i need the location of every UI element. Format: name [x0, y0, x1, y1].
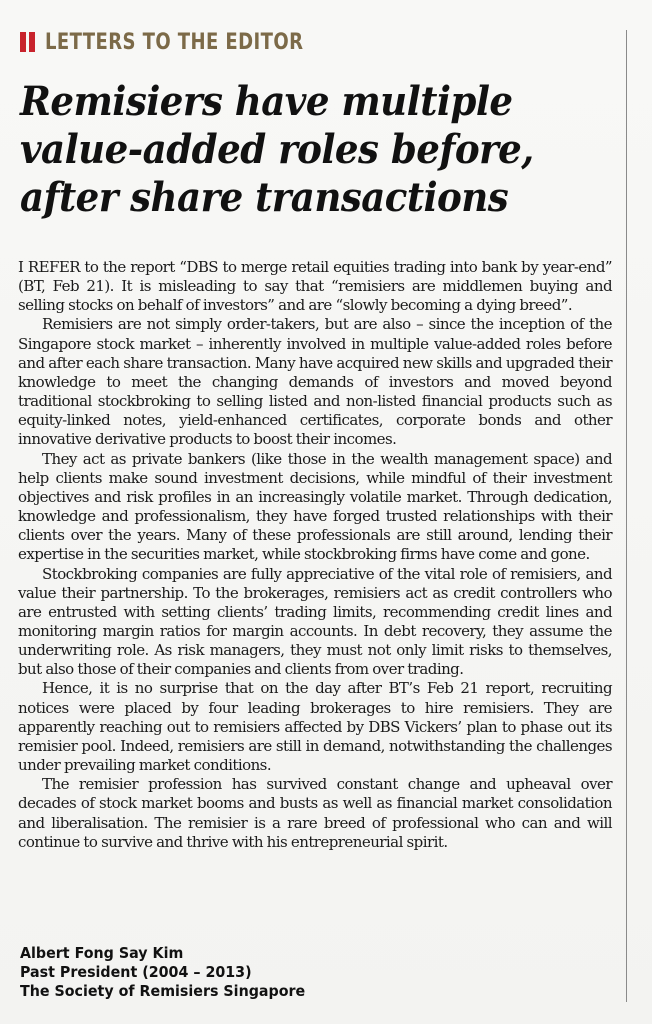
- author-organization: The Society of Remisiers Singapore: [20, 982, 306, 1000]
- paragraph-1: I REFER to the report “DBS to merge retail equities trading into bank by year-end” (BT, Feb 21). It is misleading to say that “remisiers are middlemen buying and selling stocks on behalf of investors” and are “slowly becoming a dying breed”.: [18, 258, 612, 315]
- column-rule: [626, 30, 627, 1002]
- signature-block: [20, 944, 320, 1001]
- headline-line-3: after share transactions: [20, 174, 509, 221]
- headline: [20, 78, 620, 222]
- section-label: LETTERS TO THE EDITOR: [45, 29, 304, 55]
- paragraph-6: The remisier profession has survived constant change and upheaval over decades of stock market booms and busts as well as financial market consolidation and liberalisation. The remisier is a rare breed of professional who can and will continue to survive and thrive with his entrepreneurial spirit.: [18, 775, 612, 851]
- paragraph-2: Remisiers are not simply order-takers, but are also – since the inception of the Singapore stock market – inherently involved in multiple value-added roles before and after each share transaction. Many have acquired new skills and upgraded their knowledge to meet the changing demands of investors and moved beyond traditional stockbroking to selling listed and non-listed financial products such as equity-linked notes, yield-enhanced certificates, corporate bonds and other innovative derivative products to boost their incomes.: [18, 315, 612, 449]
- headline-line-2: value-added roles before,: [20, 126, 534, 173]
- section-marker-icon: [20, 32, 35, 52]
- author-name: Albert Fong Say Kim: [20, 944, 184, 962]
- author-title: Past President (2004 – 2013): [20, 963, 252, 981]
- letter-body: [18, 258, 612, 852]
- section-header: [20, 26, 360, 58]
- paragraph-3: They act as private bankers (like those in the wealth management space) and help clients make sound investment decisions, while mindful of their investment objectives and risk profiles in an increasingly volatile market. Through dedication, knowledge and professionalism, they have forged trusted relationships with their clients over the years. Many of these professionals are still around, lending their expertise in the securities market, while stockbroking firms have come and gone.: [18, 449, 612, 564]
- headline-line-1: Remisiers have multiple: [20, 78, 513, 125]
- paragraph-5: Hence, it is no surprise that on the day after BT’s Feb 21 report, recruiting notices were placed by four leading brokerages to hire remisiers. They are apparently reaching out to remisiers affected by DBS Vickers’ plan to phase out its remisier pool. Indeed, remisiers are still in demand, notwithstanding the challenges under prevailing market conditions.: [18, 679, 612, 775]
- paragraph-4: Stockbroking companies are fully appreciative of the vital role of remisiers, and value their partnership. To the brokerages, remisiers act as credit controllers who are entrusted with setting clients’ trading limits, recommending credit lines and monitoring margin ratios for margin accounts. In debt recovery, they assume the underwriting role. As risk managers, they must not only limit risks to themselves, but also those of their companies and clients from over trading.: [18, 564, 612, 679]
